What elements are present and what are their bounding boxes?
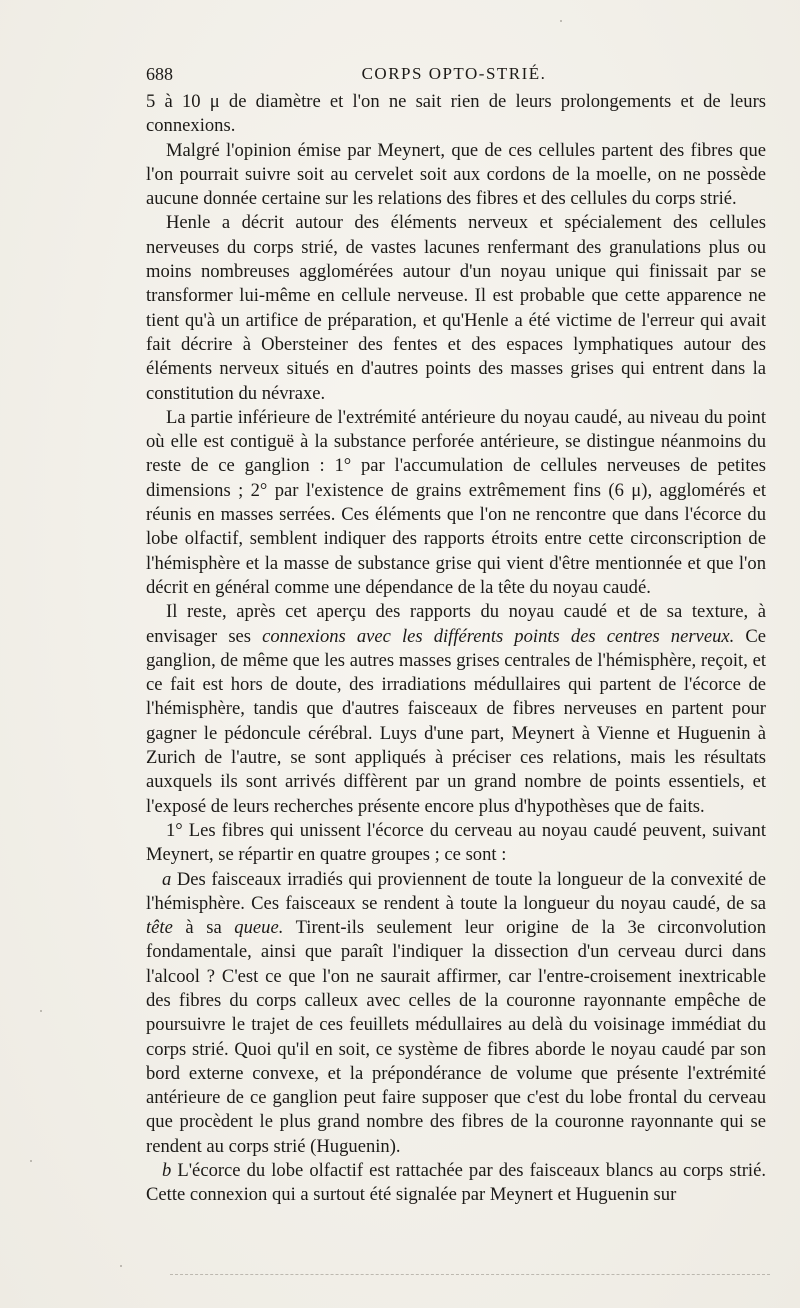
connexions-rest: Ce ganglion, de même que les autres masses grises centrales de l'hémisphère, reçoit, et ce fait est hors de doute, des irradiations médullaires qui partent de l'écorce de l'hémisphère, tandis que d'autres faisceaux de fibres nerveuses en partent pour gagner le pédoncule cérébral. Luys d'une part, Meynert à Vienne et Huguenin à Zurich de l'autre, se sont appliqués à préciser ces relations, mais les résultats auxquels ils sont arrivés diffèrent par un grand nombre de points essentiels, et l'exposé de leurs recherches présente encore plus d'hypothèses que de faits. (146, 625, 766, 817)
paragraph-partie-inferieure: La partie inférieure de l'extrémité antérieure du noyau caudé, au niveau du point où elle est contiguë à la substance perforée antérieure, se distingue néanmoins du reste de ce ganglion : 1° par l'accumulation de cellules nerveuses de petites dimensions ; 2° par l'existence de grains extrêmement fins (6 μ), agglomérés et réunis en masses serrées. Ces éléments que l'on ne rencontre que dans l'écorce du lobe olfactif, semblent indiquer des rapports étroits entre cette circonscription de l'hémisphère et la masse de substance grise qui vient d'être mentionnée et que l'on décrit en général comme une dépendance de la tête du noyau caudé. (146, 406, 766, 598)
footer-rule (170, 1274, 770, 1275)
paragraph-continuation: 5 à 10 μ de diamètre et l'on ne sait rien de leurs prolongements et de leurs connexions. (146, 91, 766, 137)
paper-speck (120, 1265, 122, 1267)
subsection-a-letter: a (162, 868, 172, 890)
subsection-a-queue: queue. (234, 917, 284, 939)
paragraph-fibres-groupes: 1° Les fibres qui unissent l'écorce du cerveau au noyau caudé peuvent, suivant Meynert, se répartir en quatre groupes ; ce sont : (146, 819, 766, 866)
paragraph-connexions (146, 600, 766, 819)
running-title: CORPS OPTO-STRIÉ. (361, 64, 547, 83)
paper-speck (40, 1010, 42, 1012)
connexions-italic-phrase: connexions avec les différents points des centres nerveux. (262, 625, 735, 647)
body-text (146, 90, 766, 1208)
subsection-a (146, 868, 766, 1160)
page-number: 688 (146, 64, 173, 84)
subsection-b (146, 1159, 766, 1208)
paper-speck (30, 1160, 32, 1162)
paragraph-meynert-opinion: Malgré l'opinion émise par Meynert, que de ces cellules partent des fibres que l'on pourrait suivre soit au cervelet soit aux cordons de la moelle, on ne possède aucune donnée certaine sur les relations des fibres et des cellules du corps strié. (146, 139, 766, 210)
subsection-b-text: L'écorce du lobe olfactif est rattachée par des faisceaux blancs au corps strié. Cette connexion qui a surtout été signalée par Meynert et Huguenin sur (146, 1160, 766, 1206)
paragraph-henle: Henle a décrit autour des éléments nerveux et spécialement des cellules nerveuses du corps strié, de vastes lacunes renfermant des granulations plus ou moins nombreuses agglomérées autour d'un noyau unique qui finissait par se transformer lui-même en cellule nerveuse. Il est probable que cette apparence ne tient qu'à un artifice de préparation, et qu'Henle a été victime de l'erreur qui avait fait décrire à Obersteiner des fentes et des espaces lymphatiques autour des éléments nerveux situés en d'autres points des masses grises qui entrent dans la constitution du névraxe. (146, 212, 766, 404)
page-header (146, 64, 762, 88)
connexions-intro: Il reste, après cet aperçu des rapports du noyau caudé et de sa texture, à envisager ses (146, 601, 766, 647)
subsection-b-letter: b (162, 1160, 172, 1182)
subsection-a-tete: tête (146, 917, 173, 939)
paper-speck (560, 20, 562, 22)
subsection-a-text-2: à sa (172, 917, 235, 939)
subsection-a-text-1: Des faisceaux irradiés qui proviennent de toute la longueur de la convexité de l'hémisphère. Ces faisceaux se rendent à toute la longueur du noyau caudé, de sa (146, 868, 766, 914)
subsection-a-text-3: Tirent-ils seulement leur origine de la 3e circonvolution fondamentale, ainsi que paraît l'indiquer la dissection d'un cerveau durci dans l'alcool ? C'est ce que l'on ne saurait affirmer, car l'entre-croisement inextricable des fibres du corps calleux avec celles de la couronne rayonnante empêche de poursuivre le trajet de ces feuillets médullaires au delà du voisinage immédiat du corps strié. Quoi qu'il en soit, ce système de fibres aborde le noyau caudé par son bord externe convexe, et la prépondérance de volume que présente l'extrémité antérieure de ce ganglion peut faire supposer que c'est du lobe frontal du cerveau que procèdent le plus grand nombre des fibres de la couronne rayonnante qui se rendent au corps strié (Huguenin). (146, 917, 766, 1157)
